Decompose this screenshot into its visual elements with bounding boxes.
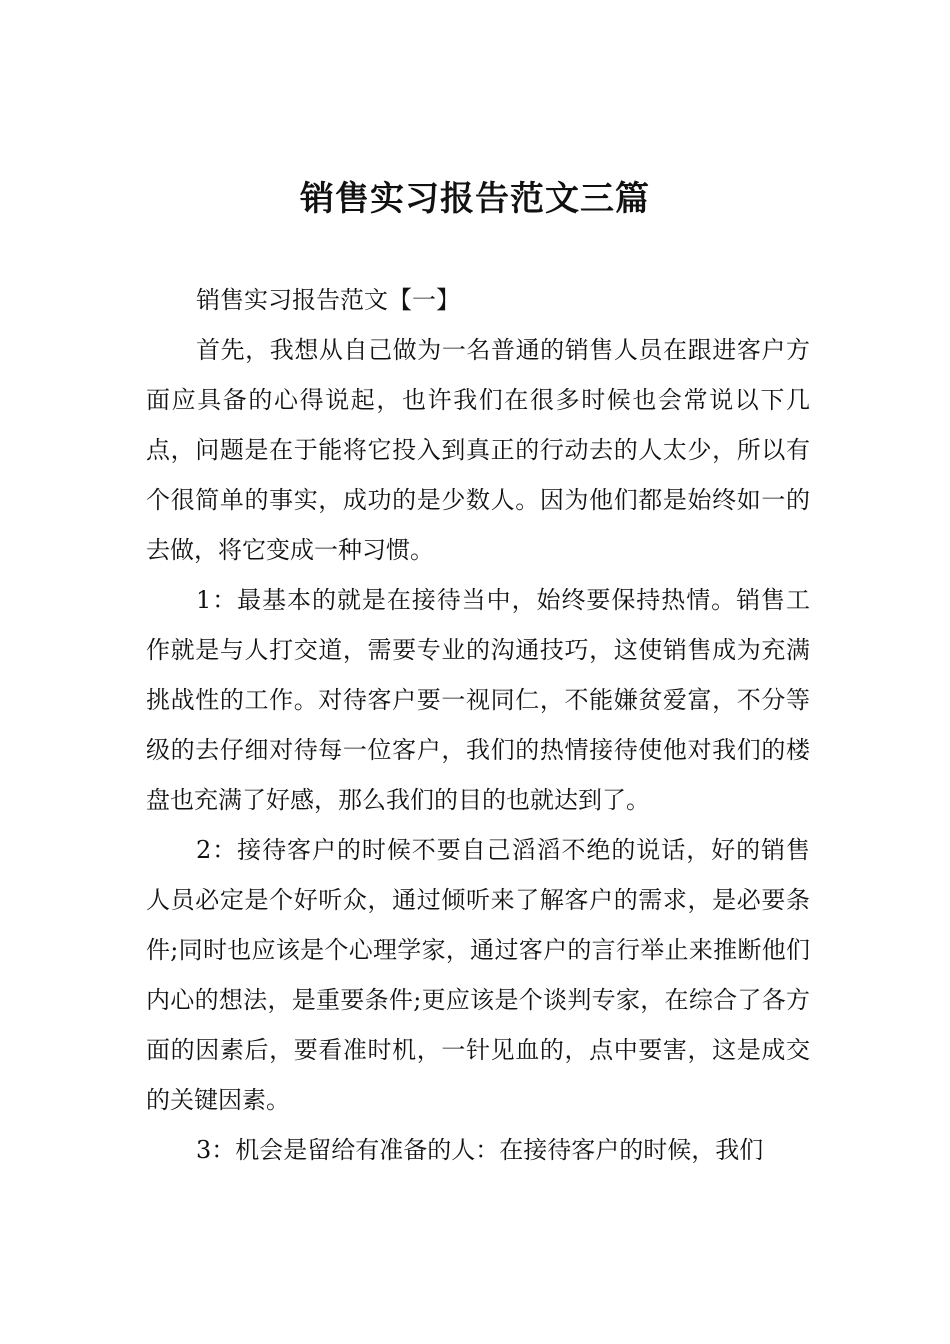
paragraph-point-2: 2：接待客户的时候不要自己滔滔不绝的说话，好的销售人员必定是个好听众，通过倾听来了解客户的需求，是必要条件;同时也应该是个心理学家，通过客户的言行举止来推断他们内心的想法，是重要条件;更应该是个谈判专家，在综合了各方面的因素后，要看准时机，一针见血的，点中要害，这是成交的关键因素。 <box>146 836 810 1114</box>
paragraph-point-1: 1：最基本的就是在接待当中，始终要保持热情。销售工作就是与人打交道，需要专业的沟通技巧，这使销售成为充满挑战性的工作。对待客户要一视同仁，不能嫌贫爱富，不分等级的去仔细对待每一位客户，我们的热情接待使他对我们的楼盘也充满了好感，那么我们的目的也就达到了。 <box>146 586 810 814</box>
document-title: 销售实习报告范文三篇 <box>300 179 650 219</box>
document-body <box>146 275 810 1175</box>
section-heading: 销售实习报告范文【一】 <box>196 286 460 314</box>
paragraph-intro: 首先，我想从自己做为一名普通的销售人员在跟进客户方面应具备的心得说起，也许我们在很多时候也会常说以下几点，问题是在于能将它投入到真正的行动去的人太少，所以有个很简单的事实，成功的是少数人。因为他们都是始终如一的去做，将它变成一种习惯。 <box>146 336 810 564</box>
paragraph-point-3: 3：机会是留给有准备的人：在接待客户的时候，我们 <box>196 1136 764 1164</box>
